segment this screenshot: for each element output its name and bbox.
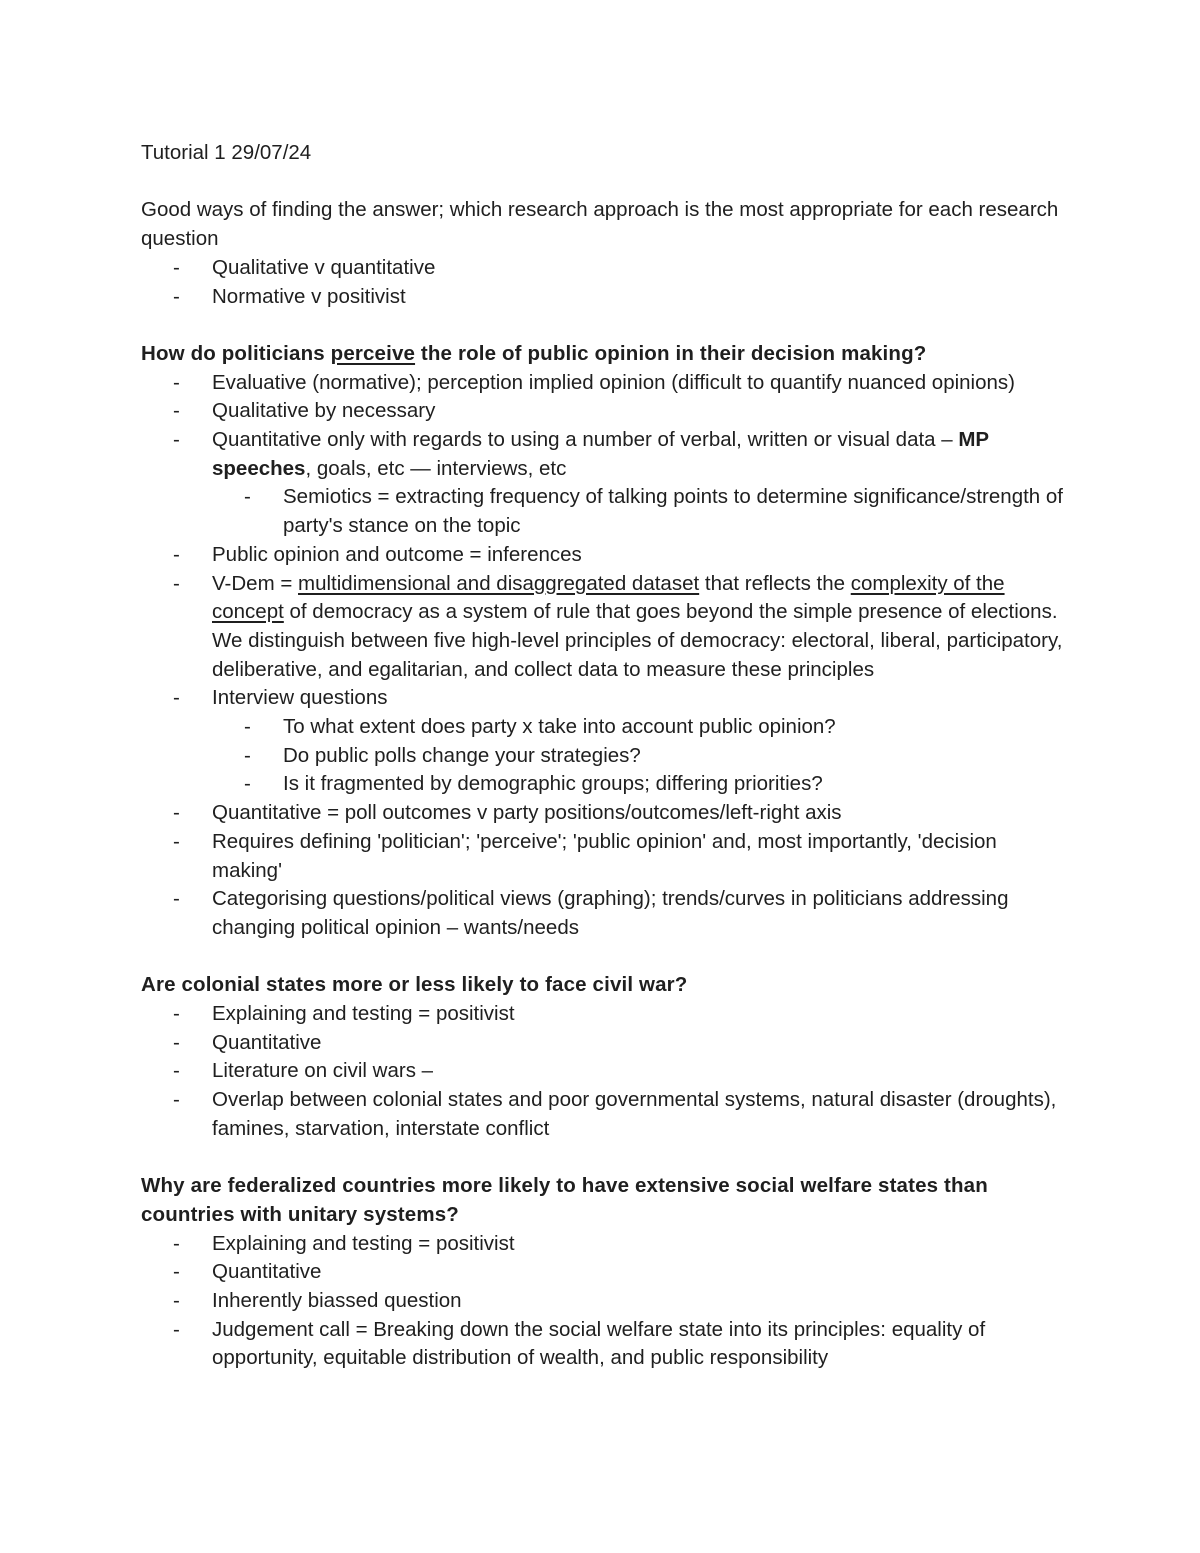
list-item: - Qualitative by necessary	[173, 399, 436, 423]
question-3-list	[141, 1230, 1071, 1374]
question-1-list	[141, 369, 1071, 943]
question-heading-2: Are colonial states more or less likely to face civil war?	[141, 973, 688, 997]
spacer	[141, 311, 1071, 340]
list-item: - Explaining and testing = positivist	[173, 1231, 515, 1255]
list-item: - Interview questions - To what extent does party x take into account public opinion? - Do public polls change your strategies? - Is it fragmented by demographic groups; differing priorities?	[141, 684, 1071, 799]
list-item: - Quantitative = poll outcomes v party positions/outcomes/left-right axis	[173, 801, 842, 825]
list-item: - Semiotics = extracting frequency of talking points to determine significance/strength of party's stance on the topic	[244, 485, 1063, 538]
intro-list	[141, 254, 1071, 311]
sub-list	[212, 713, 1071, 799]
list-item: - Public opinion and outcome = inferences	[173, 542, 582, 566]
question-heading-3: Why are federalized countries more likely to have extensive social welfare states than countries with unitary systems?	[141, 1174, 988, 1226]
spacer	[141, 168, 1071, 197]
list-item: - Quantitative	[173, 1030, 322, 1054]
list-item: - Explaining and testing = positivist	[173, 1002, 515, 1026]
document-page	[141, 139, 1071, 1373]
list-item: - Normative v positivist	[173, 284, 406, 308]
list-item: - Evaluative (normative); perception implied opinion (difficult to quantify nuanced opinions)	[173, 370, 1015, 394]
list-item: - V-Dem = multidimensional and disaggregated dataset that reflects the complexity of the concept of democracy as a system of rule that goes beyond the simple presence of elections. We distinguish between five high-level principles of democracy: electoral, liberal, participatory, deliberative, and egalitarian, and collect data to measure these principles	[173, 571, 1063, 681]
list-item: - Requires defining 'politician'; 'perceive'; 'public opinion' and, most importantly, 'decision making'	[173, 829, 997, 882]
list-item: - Judgement call = Breaking down the social welfare state into its principles: equality of opportunity, equitable distribution of wealth, and public responsibility	[173, 1317, 986, 1370]
document-title: Tutorial 1 29/07/24	[141, 141, 312, 164]
list-item: - Do public polls change your strategies?	[244, 743, 641, 767]
list-item: - Literature on civil wars –	[173, 1059, 434, 1083]
list-item: - Quantitative	[173, 1260, 322, 1284]
spacer	[141, 943, 1071, 972]
list-item: - Inherently biassed question	[173, 1289, 462, 1313]
question-heading-1: How do politicians perceive the role of public opinion in their decision making?	[141, 341, 927, 365]
list-item: - Is it fragmented by demographic groups; differing priorities?	[244, 772, 823, 796]
sub-list	[212, 483, 1071, 540]
list-item: - To what extent does party x take into account public opinion?	[244, 715, 836, 739]
list-item: - Categorising questions/political views (graphing); trends/curves in politicians addressing changing political opinion – wants/needs	[173, 887, 1009, 939]
spacer	[141, 1144, 1071, 1173]
list-item: - Overlap between colonial states and poor governmental systems, natural disaster (droughts), famines, starvation, interstate conflict	[173, 1088, 1057, 1140]
list-item: - Qualitative v quantitative	[173, 255, 436, 279]
question-2-list	[141, 1000, 1071, 1144]
list-item: - Quantitative only with regards to using a number of verbal, written or visual data – MP speeches, goals, etc — interviews, etc - Semiotics = extracting frequency of talking points to determine significance/strength of party's stance on the topic	[141, 426, 1071, 541]
intro-text: Good ways of finding the answer; which research approach is the most appropriate for each research question	[141, 198, 1059, 251]
